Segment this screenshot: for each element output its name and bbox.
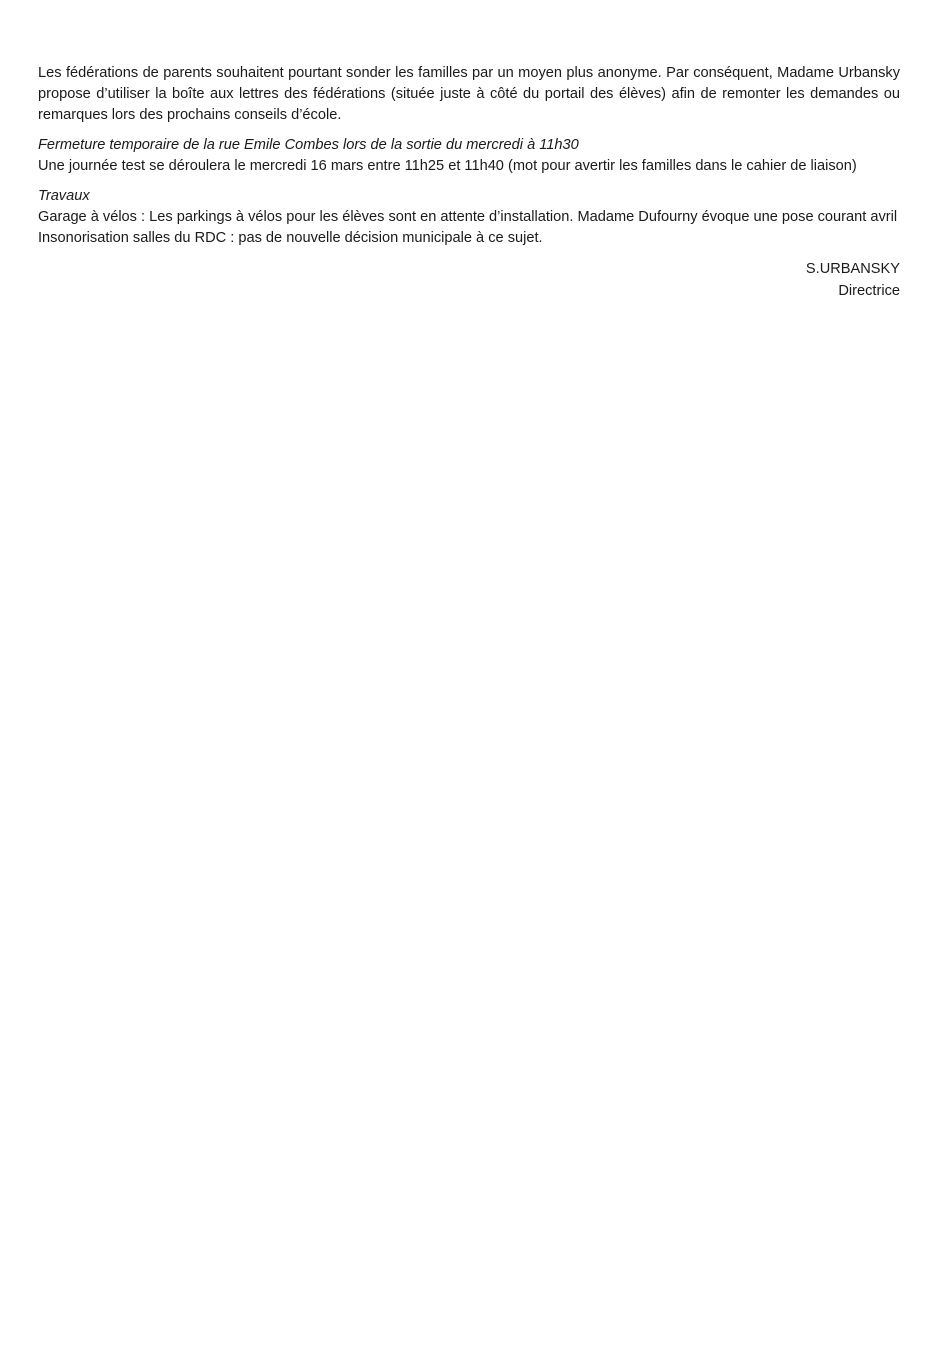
- federations-paragraph: Les fédérations de parents souhaitent pourtant sonder les familles par un moyen plus anonyme. Par conséquent, Madame Urbansky propose d’utiliser la boîte aux lettres des fédérations (située juste à côté du portail des élèves) afin de remonter les demandes ou remarques lors des prochains conseils d’école.: [38, 65, 900, 123]
- section-heading: Travaux: [38, 188, 90, 204]
- section-rue-emile-combes: [38, 135, 900, 177]
- section-line: Une journée test se déroulera le mercredi 16 mars entre 11h25 et 11h40 (mot pour avertir les familles dans le cahier de liaison): [38, 158, 857, 174]
- section-line: Garage à vélos : Les parkings à vélos pour les élèves sont en attente d’installation. Madame Dufourny évoque une pose courant avril: [38, 209, 898, 225]
- signature-role: Directrice: [838, 283, 900, 299]
- section-heading: Fermeture temporaire de la rue Emile Combes lors de la sortie du mercredi à 11h30: [38, 137, 579, 153]
- signature-name: S.URBANSKY: [805, 261, 900, 277]
- section-line: Insonorisation salles du RDC : pas de nouvelle décision municipale à ce sujet.: [38, 230, 543, 246]
- spacer: [38, 177, 900, 186]
- spacer: [38, 126, 900, 135]
- section-travaux: [38, 186, 900, 249]
- document-page: [38, 63, 900, 302]
- signature-block: [38, 258, 900, 302]
